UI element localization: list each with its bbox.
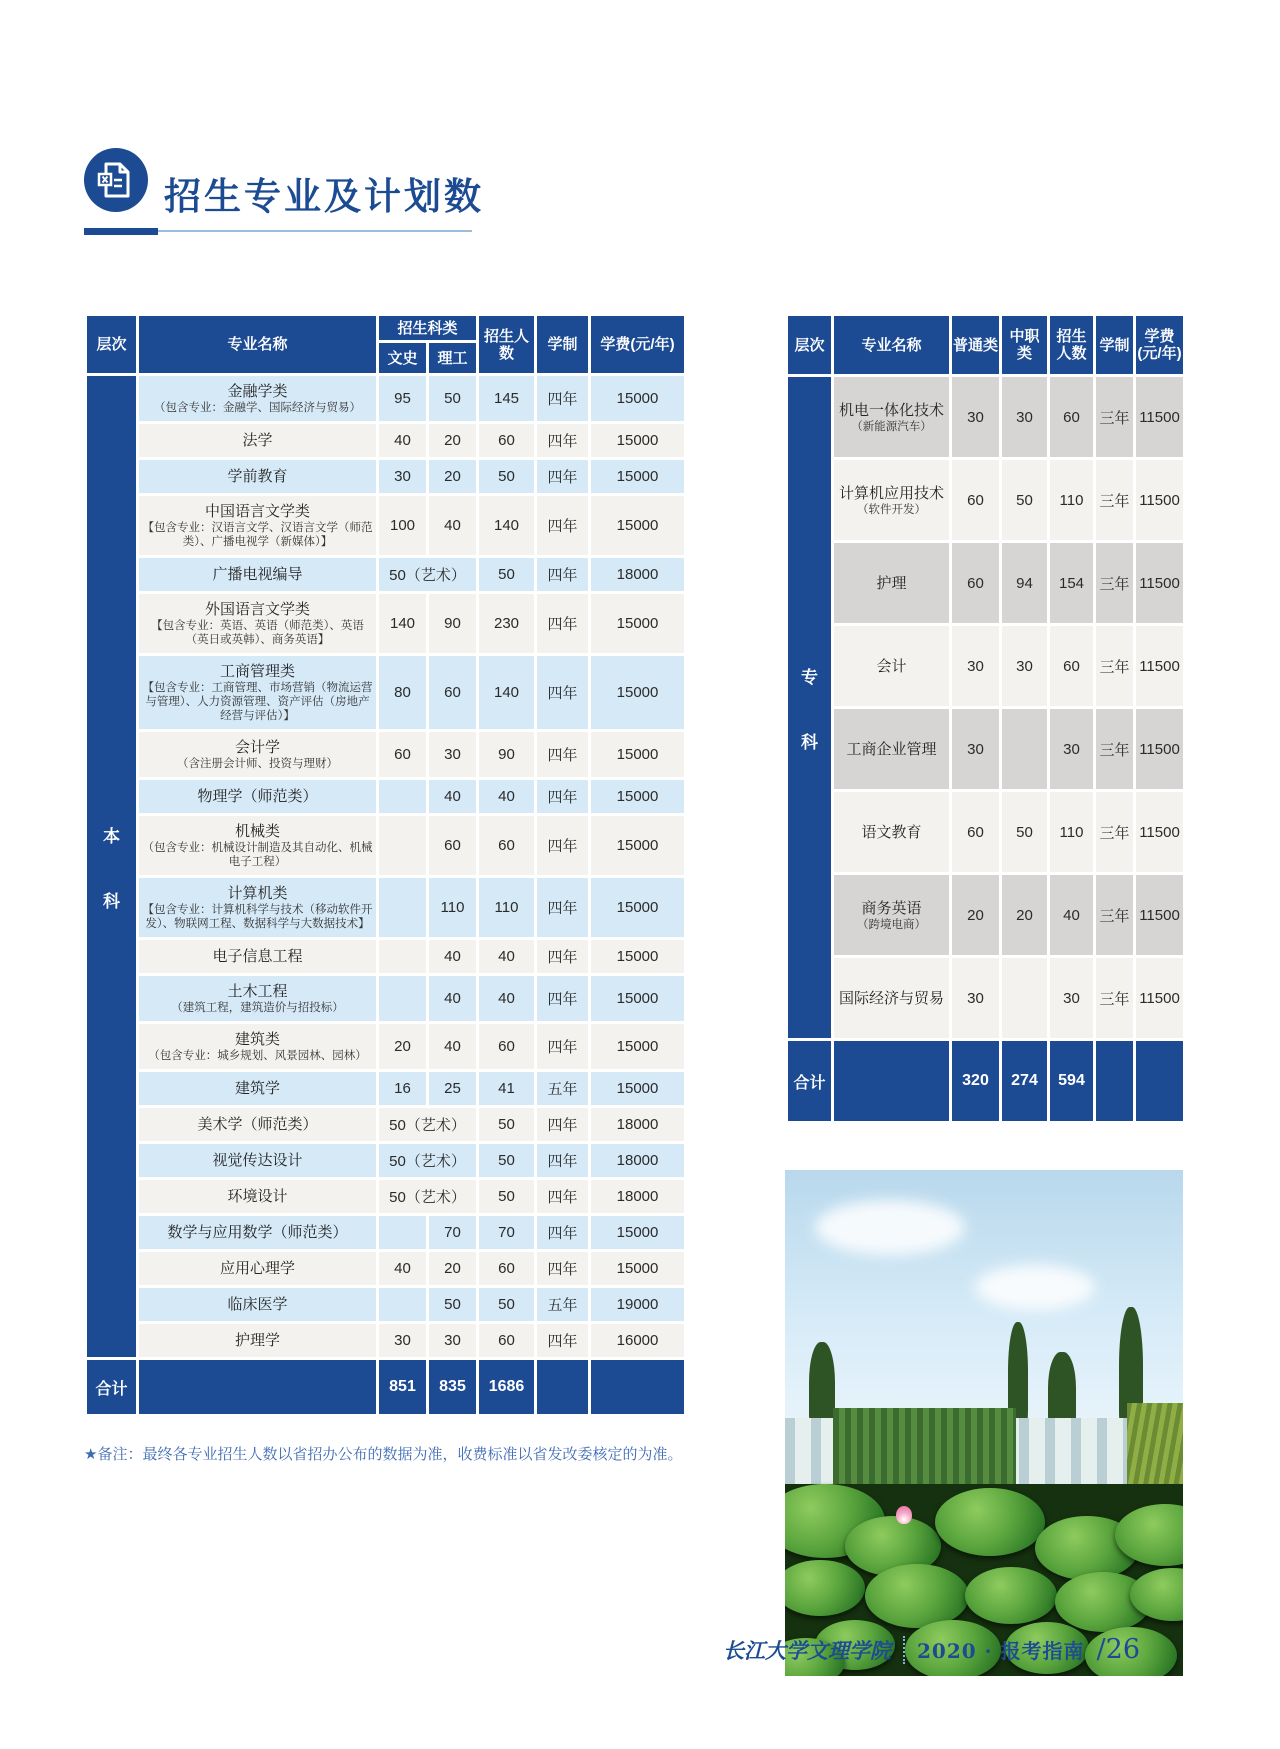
col-fee: 学费(元/年): [590, 315, 686, 375]
years-cell: 五年: [536, 1287, 590, 1323]
major-name-cell: [138, 655, 378, 731]
major-name-cell: [833, 376, 951, 459]
table-row: [86, 375, 686, 423]
table-row: [787, 874, 1185, 957]
fee-cell: 11500: [1135, 874, 1185, 957]
table-row: [86, 655, 686, 731]
art-plan-cell: 50（艺术）: [378, 557, 478, 593]
count-cell: 60: [478, 815, 536, 877]
years-cell: 四年: [536, 1215, 590, 1251]
col-level: 层次: [86, 315, 138, 375]
table-row: [86, 423, 686, 459]
years-cell: 四年: [536, 1179, 590, 1215]
count-cell: 154: [1049, 542, 1095, 625]
count-cell: 60: [478, 423, 536, 459]
wenshi-cell: [378, 877, 428, 939]
major-name: 机电一体化技术: [838, 401, 944, 419]
undergrad-section: [84, 313, 684, 1465]
count-cell: 50: [478, 1143, 536, 1179]
table-row: [86, 1143, 686, 1179]
ligong-cell: 50: [428, 1287, 478, 1323]
fee-cell: 15000: [590, 939, 686, 975]
wenshi-cell: [378, 1287, 428, 1323]
ligong-cell: 40: [428, 495, 478, 557]
putong-cell: 60: [951, 459, 1001, 542]
zhongzhi-cell: 30: [1001, 376, 1049, 459]
count-cell: 40: [478, 975, 536, 1023]
zhongzhi-cell: [1001, 957, 1049, 1040]
fee-cell: 15000: [590, 815, 686, 877]
table-row: [86, 939, 686, 975]
years-cell: 三年: [1095, 625, 1135, 708]
major-note: 【包含专业：计算机科学与技术（移动软件开发）、物联网工程、数据科学与大数据技术】: [142, 904, 373, 930]
major-name-cell: [138, 779, 378, 815]
major-name-cell: [833, 874, 951, 957]
fee-cell: 15000: [590, 375, 686, 423]
major-name: 广播电视编导: [212, 566, 303, 583]
major-name: 计算机类: [227, 885, 288, 902]
col-fee: 学费(元/年): [1135, 315, 1185, 376]
years-cell: 四年: [536, 593, 590, 655]
major-name-cell: [138, 1023, 378, 1071]
years-cell: 四年: [536, 495, 590, 557]
fee-cell: 15000: [590, 495, 686, 557]
years-cell: 三年: [1095, 874, 1135, 957]
ligong-cell: 90: [428, 593, 478, 655]
table-row: [787, 459, 1185, 542]
major-name: 护理学: [234, 1332, 280, 1349]
zhongzhi-cell: 30: [1001, 625, 1049, 708]
table-row: [86, 1071, 686, 1107]
col-ligong: 理工: [428, 342, 478, 375]
putong-cell: 30: [951, 957, 1001, 1040]
wenshi-cell: 100: [378, 495, 428, 557]
years-cell: 四年: [536, 423, 590, 459]
major-name-cell: [138, 815, 378, 877]
major-name-cell: [138, 423, 378, 459]
wenshi-cell: 60: [378, 731, 428, 779]
wenshi-cell: 40: [378, 423, 428, 459]
fee-cell: 18000: [590, 557, 686, 593]
years-cell: 四年: [536, 1107, 590, 1143]
count-cell: 40: [1049, 874, 1095, 957]
total-putong: 320: [951, 1040, 1001, 1123]
count-cell: 145: [478, 375, 536, 423]
table-row: [86, 1323, 686, 1359]
putong-cell: 30: [951, 708, 1001, 791]
fee-cell: 11500: [1135, 625, 1185, 708]
wenshi-cell: 40: [378, 1251, 428, 1287]
ligong-cell: 20: [428, 459, 478, 495]
ligong-cell: 60: [428, 815, 478, 877]
ligong-cell: 60: [428, 655, 478, 731]
campus-photo: [785, 1170, 1183, 1676]
fee-cell: 15000: [590, 423, 686, 459]
major-name: 会计: [876, 657, 907, 675]
total-label: 合计: [787, 1040, 833, 1123]
lotus-leaf: [785, 1560, 865, 1616]
years-cell: 三年: [1095, 459, 1135, 542]
ligong-cell: 25: [428, 1071, 478, 1107]
table-row: [787, 957, 1185, 1040]
wenshi-cell: 140: [378, 593, 428, 655]
ligong-cell: 110: [428, 877, 478, 939]
table-row: [86, 1179, 686, 1215]
years-cell: 四年: [536, 459, 590, 495]
years-cell: 四年: [536, 731, 590, 779]
fee-cell: 11500: [1135, 957, 1185, 1040]
count-cell: 60: [1049, 376, 1095, 459]
guide-title: 2020 · 报考指南: [916, 1639, 1085, 1663]
major-note: 【包含专业：英语、英语（师范类）、英语（英日或英韩）、商务英语】: [151, 620, 364, 646]
count-cell: 40: [478, 779, 536, 815]
table-row: [86, 557, 686, 593]
ligong-cell: 40: [428, 1023, 478, 1071]
years-cell: 五年: [536, 1071, 590, 1107]
major-name: 数学与应用数学（师范类）: [167, 1224, 348, 1241]
major-name: 会计学: [234, 739, 280, 756]
title-underline: [84, 228, 472, 235]
ligong-cell: 70: [428, 1215, 478, 1251]
years-cell: 四年: [536, 877, 590, 939]
total-fee: [1135, 1040, 1185, 1123]
fee-cell: 15000: [590, 655, 686, 731]
count-cell: 230: [478, 593, 536, 655]
major-name-cell: [138, 1107, 378, 1143]
years-cell: 四年: [536, 779, 590, 815]
table-row: [86, 1107, 686, 1143]
major-name: 建筑学: [234, 1080, 280, 1097]
page-title: 招生专业及计划数: [164, 176, 484, 217]
major-name-cell: [138, 1323, 378, 1359]
table-row: [787, 376, 1185, 459]
undergrad-table: [84, 313, 687, 1417]
major-name-cell: [138, 593, 378, 655]
fee-cell: 19000: [590, 1287, 686, 1323]
lotus-leaf: [965, 1567, 1057, 1624]
total-years: [536, 1359, 590, 1416]
total-row: [86, 1359, 686, 1416]
count-cell: 60: [478, 1251, 536, 1287]
total-name: [833, 1040, 951, 1123]
major-name-cell: [138, 731, 378, 779]
major-name: 应用心理学: [219, 1260, 295, 1277]
footnote: ★备注：最终各专业招生人数以省招办公布的数据为准，收费标准以省发改委核定的为准。: [84, 1446, 683, 1463]
major-name: 土木工程: [227, 983, 288, 1000]
major-name: 物理学（师范类）: [197, 788, 318, 805]
fee-cell: 18000: [590, 1179, 686, 1215]
major-name: 电子信息工程: [212, 948, 303, 965]
col-major-name: 专业名称: [138, 315, 378, 375]
total-count: 1686: [478, 1359, 536, 1416]
ligong-cell: 40: [428, 975, 478, 1023]
wenshi-cell: [378, 779, 428, 815]
major-name: 环境设计: [227, 1188, 288, 1205]
count-cell: 60: [478, 1323, 536, 1359]
major-name: 学前教育: [227, 468, 288, 485]
major-note: 【包含专业：汉语言文学、汉语言文学（师范类）、广播电视学（新媒体）】: [142, 522, 373, 548]
major-name-cell: [833, 791, 951, 874]
count-cell: 40: [478, 939, 536, 975]
wenshi-cell: 80: [378, 655, 428, 731]
major-name-cell: [138, 1215, 378, 1251]
total-years: [1095, 1040, 1135, 1123]
total-count: 594: [1049, 1040, 1095, 1123]
years-cell: 四年: [536, 1023, 590, 1071]
table-row: [787, 791, 1185, 874]
count-cell: 110: [478, 877, 536, 939]
zhongzhi-cell: 94: [1001, 542, 1049, 625]
table-row: [86, 459, 686, 495]
count-cell: 60: [478, 1023, 536, 1071]
zhongzhi-cell: 50: [1001, 459, 1049, 542]
major-name-cell: [138, 939, 378, 975]
table-row: [86, 1251, 686, 1287]
major-name-cell: [138, 459, 378, 495]
major-name-cell: [138, 557, 378, 593]
col-subject-group: 招生科类: [378, 315, 478, 342]
years-cell: 四年: [536, 975, 590, 1023]
major-name-cell: [138, 975, 378, 1023]
art-plan-cell: 50（艺术）: [378, 1179, 478, 1215]
major-name: 临床医学: [227, 1296, 288, 1313]
years-cell: 四年: [536, 939, 590, 975]
major-note: （软件开发）: [857, 503, 926, 516]
major-name: 法学: [242, 432, 273, 449]
table-row: [86, 731, 686, 779]
col-years: 学制: [1095, 315, 1135, 376]
count-cell: 60: [1049, 625, 1095, 708]
table-row: [86, 975, 686, 1023]
major-name-cell: [138, 1179, 378, 1215]
years-cell: 三年: [1095, 542, 1135, 625]
putong-cell: 20: [951, 874, 1001, 957]
zhongzhi-cell: 50: [1001, 791, 1049, 874]
major-name-cell: [138, 1143, 378, 1179]
major-name: 中国语言文学类: [204, 503, 310, 520]
wenshi-cell: 95: [378, 375, 428, 423]
table-row: [86, 593, 686, 655]
major-name: 商务英语: [861, 899, 922, 917]
major-note: （包含专业：金融学、国际经济与贸易）: [154, 402, 361, 414]
years-cell: 四年: [536, 655, 590, 731]
count-cell: 41: [478, 1071, 536, 1107]
fee-cell: 15000: [590, 1215, 686, 1251]
putong-cell: 60: [951, 542, 1001, 625]
major-name-cell: [138, 1071, 378, 1107]
years-cell: 四年: [536, 1143, 590, 1179]
fee-cell: 11500: [1135, 542, 1185, 625]
major-note: （含注册会计师、投资与理财）: [177, 758, 338, 770]
total-row: [787, 1040, 1185, 1123]
col-major-name: 专业名称: [833, 315, 951, 376]
wenshi-cell: [378, 1215, 428, 1251]
major-name: 外国语言文学类: [204, 601, 310, 618]
col-putong: 普通类: [951, 315, 1001, 376]
lotus-leaf: [865, 1564, 969, 1628]
ligong-cell: 30: [428, 731, 478, 779]
table-row: [787, 708, 1185, 791]
major-note: 【包含专业：工商管理、市场营销（物流运营与管理）、人力资源管理、资产评估（房地产经营与评估）】: [142, 682, 373, 722]
table-row: [86, 877, 686, 939]
col-wenshi: 文史: [378, 342, 428, 375]
major-note: （包含专业：机械设计制造及其自动化、机械电子工程）: [142, 842, 373, 868]
page-number: /26: [1096, 1634, 1140, 1665]
total-name: [138, 1359, 378, 1416]
count-cell: 30: [1049, 957, 1095, 1040]
art-plan-cell: 50（艺术）: [378, 1107, 478, 1143]
ligong-cell: 50: [428, 375, 478, 423]
fee-cell: 15000: [590, 459, 686, 495]
ligong-cell: 40: [428, 779, 478, 815]
count-cell: 50: [478, 459, 536, 495]
major-name-cell: [138, 375, 378, 423]
zhongzhi-cell: [1001, 708, 1049, 791]
major-name: 金融学类: [227, 383, 288, 400]
major-name: 护理: [876, 574, 907, 592]
table-row: [86, 1215, 686, 1251]
col-count: 招生人数: [478, 315, 536, 375]
ligong-cell: 20: [428, 1251, 478, 1287]
count-cell: 140: [478, 655, 536, 731]
major-note: （新能源汽车）: [851, 420, 932, 433]
years-cell: 三年: [1095, 791, 1135, 874]
total-zhongzhi: 274: [1001, 1040, 1049, 1123]
fee-cell: 15000: [590, 877, 686, 939]
count-cell: 50: [478, 1179, 536, 1215]
putong-cell: 30: [951, 376, 1001, 459]
table-row: [86, 1023, 686, 1071]
years-cell: 三年: [1095, 376, 1135, 459]
major-name-cell: [138, 1251, 378, 1287]
count-cell: 30: [1049, 708, 1095, 791]
wenshi-cell: 16: [378, 1071, 428, 1107]
total-label: 合计: [86, 1359, 138, 1416]
major-name: 美术学（师范类）: [197, 1116, 318, 1133]
wenshi-cell: [378, 975, 428, 1023]
fee-cell: 11500: [1135, 459, 1185, 542]
col-level: 层次: [787, 315, 833, 376]
major-name-cell: [833, 708, 951, 791]
page-footer: [723, 1634, 1140, 1665]
years-cell: 三年: [1095, 957, 1135, 1040]
table-row: [787, 542, 1185, 625]
major-name-cell: [833, 459, 951, 542]
major-name: 建筑类: [234, 1031, 280, 1048]
wenshi-cell: 30: [378, 1323, 428, 1359]
wenshi-cell: [378, 815, 428, 877]
fee-cell: 11500: [1135, 708, 1185, 791]
count-cell: 50: [478, 1107, 536, 1143]
count-cell: 50: [478, 557, 536, 593]
major-note: （包含专业：城乡规划、风景园林、园林）: [148, 1050, 367, 1062]
major-name-cell: [833, 625, 951, 708]
fee-cell: 16000: [590, 1323, 686, 1359]
major-name: 语文教育: [861, 823, 922, 841]
major-name-cell: [138, 1287, 378, 1323]
level-cell: 专 科: [787, 376, 833, 1040]
fee-cell: 18000: [590, 1107, 686, 1143]
major-name-cell: [138, 495, 378, 557]
putong-cell: 60: [951, 791, 1001, 874]
art-plan-cell: 50（艺术）: [378, 1143, 478, 1179]
major-name: 计算机应用技术: [838, 484, 944, 502]
table-row: [86, 495, 686, 557]
ligong-cell: 40: [428, 939, 478, 975]
major-note: （建筑工程，建筑造价与招投标）: [171, 1002, 344, 1014]
table-row: [787, 625, 1185, 708]
college-table: [785, 313, 1186, 1124]
count-cell: 50: [478, 1287, 536, 1323]
years-cell: 四年: [536, 815, 590, 877]
college-logo-text: 长江大学文理学院: [722, 1637, 891, 1663]
years-cell: 三年: [1095, 708, 1135, 791]
excel-document-icon: [84, 148, 148, 212]
table-row: [86, 1287, 686, 1323]
years-cell: 四年: [536, 557, 590, 593]
fee-cell: 15000: [590, 1251, 686, 1287]
total-wenshi: 851: [378, 1359, 428, 1416]
putong-cell: 30: [951, 625, 1001, 708]
table-row: [86, 815, 686, 877]
college-section: [785, 313, 1183, 1676]
major-name: 国际经济与贸易: [838, 989, 944, 1007]
count-cell: 140: [478, 495, 536, 557]
years-cell: 四年: [536, 1251, 590, 1287]
years-cell: 四年: [536, 1323, 590, 1359]
fee-cell: 11500: [1135, 791, 1185, 874]
major-note: （跨境电商）: [857, 918, 926, 931]
fee-cell: 15000: [590, 1071, 686, 1107]
col-count: 招生人数: [1049, 315, 1095, 376]
count-cell: 90: [478, 731, 536, 779]
major-name: 工商企业管理: [846, 740, 937, 758]
fee-cell: 15000: [590, 731, 686, 779]
major-name: 工商管理类: [219, 663, 295, 680]
count-cell: 70: [478, 1215, 536, 1251]
years-cell: 四年: [536, 375, 590, 423]
col-zhongzhi: 中职类: [1001, 315, 1049, 376]
level-cell: 本 科: [86, 375, 138, 1359]
major-name-cell: [833, 542, 951, 625]
total-ligong: 835: [428, 1359, 478, 1416]
fee-cell: 11500: [1135, 376, 1185, 459]
fee-cell: 15000: [590, 1023, 686, 1071]
fee-cell: 18000: [590, 1143, 686, 1179]
major-name: 视觉传达设计: [212, 1152, 303, 1169]
fee-cell: 15000: [590, 975, 686, 1023]
wenshi-cell: 20: [378, 1023, 428, 1071]
zhongzhi-cell: 20: [1001, 874, 1049, 957]
table-row: [86, 779, 686, 815]
major-name: 机械类: [234, 823, 280, 840]
wenshi-cell: 30: [378, 459, 428, 495]
lotus-leaf: [935, 1488, 1045, 1556]
fee-cell: 15000: [590, 593, 686, 655]
count-cell: 110: [1049, 791, 1095, 874]
footer-divider: [903, 1636, 905, 1664]
ligong-cell: 30: [428, 1323, 478, 1359]
col-years: 学制: [536, 315, 590, 375]
total-fee: [590, 1359, 686, 1416]
major-name-cell: [833, 957, 951, 1040]
wenshi-cell: [378, 939, 428, 975]
major-name-cell: [138, 877, 378, 939]
ligong-cell: 20: [428, 423, 478, 459]
fee-cell: 15000: [590, 779, 686, 815]
count-cell: 110: [1049, 459, 1095, 542]
